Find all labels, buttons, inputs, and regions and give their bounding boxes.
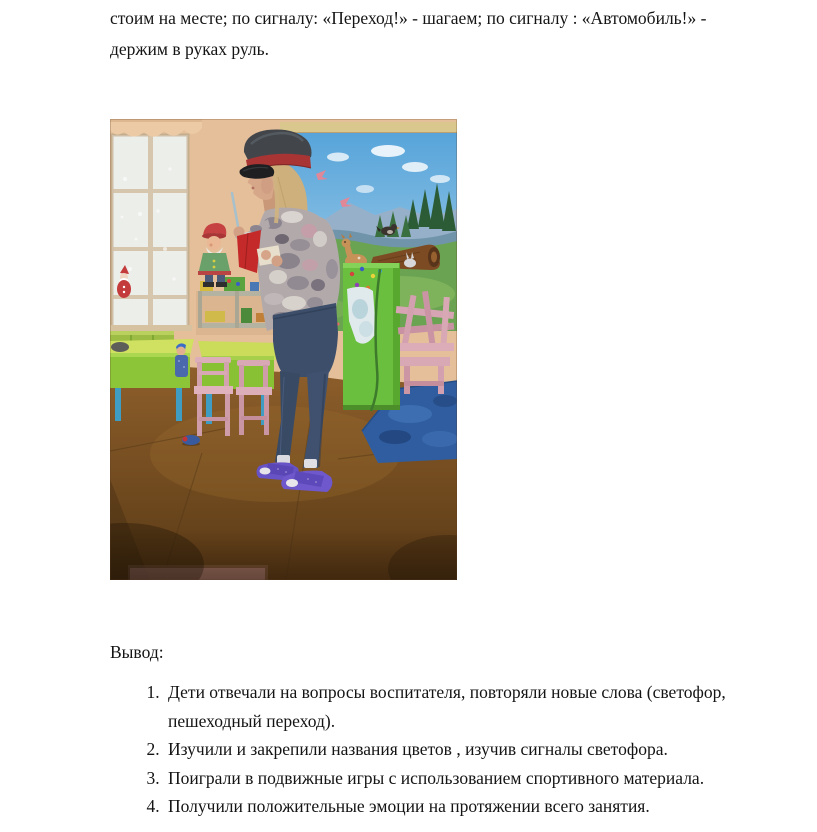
floor-toy	[182, 435, 200, 446]
conclusion-item: 2. Изучили и закрепили названия цветов , изучив сигналы светофора.	[164, 735, 810, 764]
window	[110, 119, 202, 331]
classroom-photo	[110, 119, 457, 580]
conclusion-item: 3. Поиграли в подвижные игры с использованием спортивного материала.	[164, 764, 810, 793]
green-panel	[343, 263, 400, 411]
conclusion-heading: Вывод:	[110, 642, 164, 662]
conclusion-list	[110, 678, 810, 821]
left-hand	[272, 256, 283, 267]
intro-paragraph: стоим на месте; по сигналу: «Переход!» - шагаем; по сигналу : «Автомобиль!» - держим в руках руль.	[110, 8, 707, 59]
conclusion-item: 1. Дети отвечали на вопросы воспитателя, повторяли новые слова (светофор, пешеходный переход).	[164, 678, 770, 735]
conclusion-item: 4. Получили положительные эмоции на протяжении всего занятия.	[164, 792, 810, 821]
